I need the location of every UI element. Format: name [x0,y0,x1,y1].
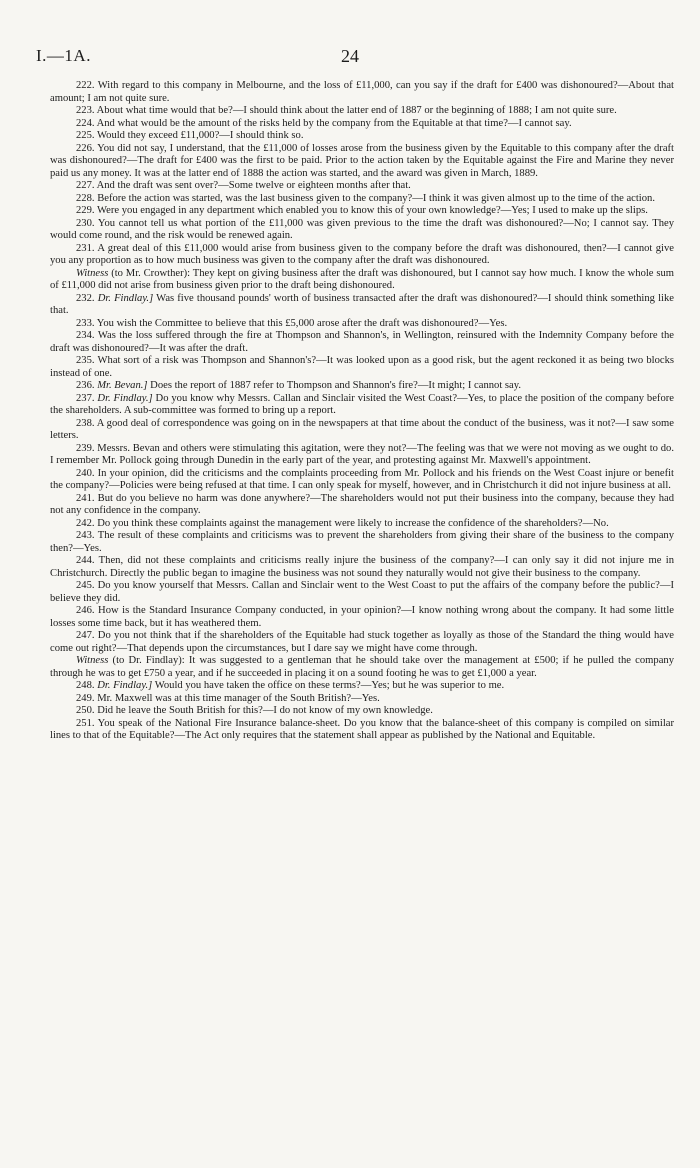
paragraph-235: 235. What sort of a risk was Thompson and Shannon's?—It was looked upon as a good risk, but the agent reckoned it as being two blocks instead of one. [50,355,674,379]
speaker-label: Mr. Bevan.] [97,380,148,391]
document-reference: I.—1A. [36,46,91,65]
paragraph-231: 231. A great deal of this £11,000 would arise from business given to the company before the draft was dishonoured, then?—I cannot give you any proportion as to how much business was given to the company after the draft was dishonoured. [50,242,674,266]
paragraph-227: 227. And the draft was sent over?—Some twelve or eighteen months after that. [76,180,411,191]
paragraph-250: 250. Did he leave the South British for this?—I do not know of my own knowledge. [76,705,433,716]
paragraph-246: 246. How is the Standard Insurance Company conducted, in your opinion?—I know nothing wrong about the company. It had some little losses some time back, but it has weathered them. [50,605,674,629]
speaker-label: Dr. Findlay.] [97,292,154,304]
paragraph-224: 224. And what would be the amount of the risks held by the company from the Equitable at that time?—I cannot say. [76,117,572,129]
speaker-label: Witness [76,655,109,666]
witness-statement-findlay: Witness (to Dr. Findlay): It was suggested to a gentleman that he should take over the management at £500; if he pulled the company through he was to get £750 a year, and if he succeeded in placing it on a sound footing he was to get £1,000 a year. [50,655,674,679]
paragraph-236: 236. Mr. Bevan.] Does the report of 1887 refer to Thompson and Shannon's fire?—It might; I cannot say. [76,380,522,391]
paragraph-234: 234. Was the loss suffered through the fire at Thompson and Shannon's, in Wellington, reinsured with the Indemnity Company before the draft was dishonoured?—It was after the draft. [50,330,674,354]
paragraph-237: 237. Dr. Findlay.] Do you know why Messrs. Callan and Sinclair visited the West Coast?—Yes, to place the position of the company before the shareholders. A sub-committee was formed to bring up a report. [50,392,674,416]
paragraph-226: 226. You did not say, I understand, that the £11,000 of losses arose from the business given by the Equitable to this company after the draft was dishonoured?—The draft for £400 was the first to be paid. Prior to the action taken by the Equitable against the Fire and Marine they never paid us any money. It was at the latter end of 1888 the action was started, and the award was given in March, 1889. [50,142,674,179]
speaker-label: Witness [76,267,109,279]
paragraph-230: 230. You cannot tell us what portion of the £11,000 was given previous to the time the draft was dishonoured?—No; I cannot say. They would come round, and the risk would be renewed again. [50,217,674,241]
speaker-label: Dr. Findlay.] [97,392,153,404]
paragraph-247: 247. Do you not think that if the shareholders of the Equitable had stuck together as loyally as those of the Standard the thing would have come out right?—That depends upon the circumstances, but I dare say we might have come through. [50,630,674,654]
paragraph-245: 245. Do you know yourself that Messrs. Callan and Sinclair went to the West Coast to put the affairs of the company before the public?—I believe they did. [50,580,674,604]
paragraph-228: 228. Before the action was started, was the last business given to the company?—I think it was given almost up to the time of the action. [76,192,655,204]
paragraph-239: 239. Messrs. Bevan and others were stimulating this agitation, were they not?—The feeling was that we were not moving as we ought to do. I remember Mr. Pollock going through Dunedin in the early part of the year, and protesting against Mr. Maxwell's appointment. [50,442,674,466]
speaker-label: Dr. Findlay.] [97,680,153,691]
page-header [36,46,664,68]
paragraph-233: 233. You wish the Committee to believe that this £5,000 arose after the draft was dishonoured?—Yes. [76,317,508,329]
paragraph-244: 244. Then, did not these complaints and criticisms really injure the business of the company?—I can only say it did not injure me in Christchurch. Directly the public began to imagine the business was not sound they naturally would not give their business to the company. [50,555,674,579]
paragraph-222: 222. With regard to this company in Melbourne, and the loss of £11,000, can you say if the draft for £400 was dishonoured?—About that amount; I am not quite sure. [50,80,674,104]
paragraph-248: 248. Dr. Findlay.] Would you have taken the office on these terms?—Yes; but he was superior to me. [76,680,505,691]
paragraph-242: 242. Do you think these complaints against the management were likely to increase the confidence of the shareholders?—No. [76,517,609,529]
paragraph-249: 249. Mr. Maxwell was at this time manager of the South British?—Yes. [76,692,380,704]
paragraph-251: 251. You speak of the National Fire Insurance balance-sheet. Do you know that the balance-sheet of this company is compiled on similar lines to that of the Equitable?—The Act only requires that the statement shall appear as published by the National and Equitable. [50,717,674,741]
paragraph-238: 238. A good deal of correspondence was going on in the newspapers at that time about the conduct of the business, was it not?—I saw some letters. [50,417,674,441]
paragraph-223: 223. About what time would that be?—I should think about the latter end of 1887 or the beginning of 1888; I am not quite sure. [76,105,617,116]
paragraph-229: 229. Were you engaged in any department which enabled you to know this of your own knowledge?—Yes; I used to make up the slips. [76,205,648,216]
paragraph-243: 243. The result of these complaints and criticisms was to prevent the shareholders from giving their share of the business to the company then?—Yes. [50,530,674,554]
paragraph-232: 232. Dr. Findlay.] Was five thousand pounds' worth of business transacted after the draft was dishonoured?—I should think something like that. [50,292,674,316]
paragraph-240: 240. In your opinion, did the criticisms and the complaints proceeding from Mr. Pollock and his friends on the West Coast injure or benefit the company?—Policies were being refused at that time. I can only speak for myself, however, and in Christchurch it did not injure business at all. [50,467,674,491]
witness-statement-crowther: Witness (to Mr. Crowther): They kept on giving business after the draft was dishonoured, but I cannot say how much. I know the whole sum of £11,000 did not arise from business given prior to the draft being dishonoured. [50,267,674,291]
page-number: 24 [341,46,359,66]
testimony-body [50,80,674,743]
paragraph-241: 241. But do you believe no harm was done anywhere?—The shareholders would not put their business into the company, because they had not any confidence in the company. [50,492,674,516]
paragraph-225: 225. Would they exceed £11,000?—I should think so. [76,130,304,141]
